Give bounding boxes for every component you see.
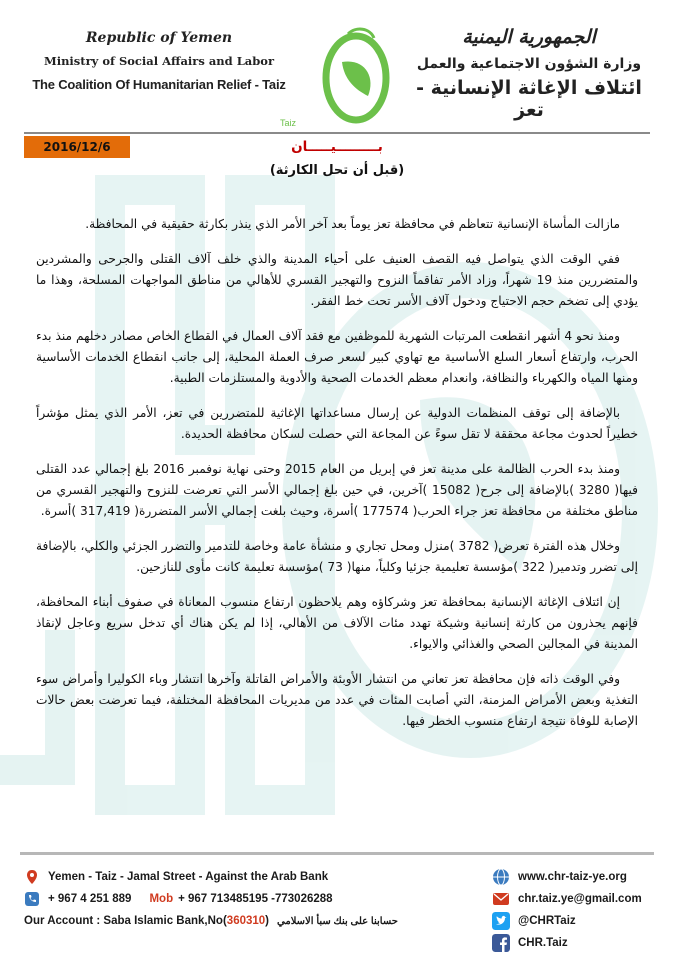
phone-row: [24, 888, 464, 910]
account-row: [24, 910, 464, 932]
coalition-ar: ائتلاف الإغاثة الإنسانية - تعز: [416, 77, 642, 121]
paragraph: ومنذ نحو 4 أشهر انقطعت المرتبات الشهرية للموظفين مع فقد آلاف العمال في القطاع الخاص مصادر دخلهم منذ بدء الحرب، وارتفاع أسعار السلع الأساسية مع تهاوي كبير لسعر صرف العملة المحلية، إلى جانب انقطاع الخدمات الأساسية ومنها المياه والكهرباء والنظافة، وانعدام معظم الخدمات الصحية والأدوية والمستلزمات الطبية.: [36, 329, 638, 385]
facebook-icon: [492, 934, 510, 952]
paragraph: ومنذ بدء الحرب الظالمة على مدينة تعز في إبريل من العام 2015 وحتى نهاية نوفمبر 2016 بلغ إجمالي عدد القتلى فيها( 3280 )بالإضافة إلى جرح( 15082 )آخرين، في حين بلغ إجمالي الأسر التي تعرضت للنزوح والتهجير القسري من مناطق مختلفة من محافظة تعز جراء الحرب( 177574 )أسرة، وحيث بلغت إجمالي الأسر المتضررة( 317,419 )أسرة.: [36, 462, 638, 518]
paragraph: مازالت المأساة الإنسانية تتعاظم في محافظة تعز يوماً بعد آخر الأمر الذي ينذر بكارثة حقيقية في المحافظة.: [85, 217, 620, 231]
mob-numbers[interactable]: + 967 713485195 -773026288: [178, 893, 333, 905]
paragraph: وخلال هذه الفترة تعرض( 3782 )منزل ومحل تجاري و منشأة عامة وخاصة للتدمير والتضرر الجزئي والكلي، بالإضافة إلى تضرر وتدمير( 322 )مؤسسة تعليمية جزئيا وكلياً، منها( 73 )مؤسسة تعليمة كانت مأوى للنازحين.: [36, 539, 638, 574]
account-arabic: حسابنا على بنك سبأ الاسلامي: [277, 915, 398, 927]
email-row: [492, 888, 662, 910]
phone-icon: [24, 891, 40, 907]
date-badge: 2016/12/6: [24, 136, 130, 158]
header-divider: [24, 132, 650, 134]
footer-online: [492, 866, 662, 954]
facebook-page[interactable]: CHR.Taiz: [518, 937, 568, 949]
footer-divider: [20, 852, 654, 855]
header-left-block: [24, 30, 294, 92]
mob-label: Mob: [149, 893, 174, 905]
logo-sub: Taiz: [280, 118, 297, 128]
paragraph: ففي الوقت الذي يتواصل فيه القصف العنيف على أحياء المدينة والذي خلف آلاف القتلى والجرحى والمشردين والمتضررين منذ 19 شهراً، وزاد الأمر تفاقماً النزوح والتهجير القسري للأهالي من مناطق المواجهات المسلحة، وهذا ما يؤدي إلى تضخم حجم الاحتياج ودخول آلاف الأسر تحت خط الفقر.: [36, 252, 638, 308]
paragraph: بالإضافة إلى توقف المنظمات الدولية عن إرسال مساعداتها الإغاثية للمتضررين في تعز، الأمر الذي يمثل مؤشراً خطيراً لحدوث مجاعة محققة لا تقل سوءً عن المجاعة التي حصلت لسكان محافظة الحديدة.: [36, 406, 638, 441]
twitter-row: [492, 910, 662, 932]
footer-contact: [24, 866, 464, 932]
statement-body: [36, 214, 638, 746]
mail-icon: [492, 890, 510, 908]
paragraph: وفي الوقت ذاته فإن محافظة تعز تعاني من انتشار الأوبئة والأمراض القاتلة وآخرها انتشار وباء الكوليرا وأمراض سوء التغذية وبعض الأمراض المزمنة، التي أصابت المئات في عدد من مديريات المحافظة المختلفة، فيما تعرضت بعض حالات الإصابة للوفاة نتيجة ارتفاع منسوب الخطر فيها.: [36, 672, 638, 728]
ministry-ar: وزارة الشؤون الاجتماعية والعمل: [416, 56, 642, 72]
republic-ar: الجمهورية اليمنية: [462, 26, 596, 48]
republic-en: Republic of Yemen: [85, 30, 233, 46]
location-pin-icon: [24, 869, 40, 885]
phone-number[interactable]: + 967 4 251 889: [48, 893, 132, 905]
facebook-row: [492, 932, 662, 954]
coalition-en: The Coalition Of Humanitarian Relief - Taiz: [32, 77, 286, 92]
twitter-handle[interactable]: @CHRTaiz: [518, 915, 576, 927]
address-row: [24, 866, 464, 888]
account-prefix: Our Account : Saba Islamic Bank,No(: [24, 915, 227, 927]
ministry-en: Ministry of Social Affairs and Labor: [43, 54, 275, 68]
address-text: Yemen - Taiz - Jamal Street - Against the Arab Bank: [48, 871, 329, 883]
twitter-icon: [492, 912, 510, 930]
account-suffix: ): [265, 915, 270, 927]
website-link[interactable]: www.chr-taiz-ye.org: [518, 871, 627, 883]
statement-title: بـــــــــيـــــان: [291, 139, 383, 155]
paragraph: إن ائتلاف الإغاثة الإنسانية بمحافظة تعز وشركاؤه وهم يلاحظون ارتفاع منسوب المعاناة في صفوف أبناء المحافظة، فإنهم يحذرون من كارثة إنسانية وشيكة تهدد مئات الآلاف من الأهالي، إذا لم يكن هناك أي تدخل سريع وعاجل لإنقاذ المدينة في المجالين الصحي والغذائي والايواء.: [36, 595, 638, 651]
account-number: 360310: [226, 915, 266, 927]
globe-icon: [492, 868, 510, 886]
chr-logo: [278, 20, 394, 130]
website-row: [492, 866, 662, 888]
statement-subtitle: (قبل أن تحل الكارثة): [269, 163, 405, 178]
email-link[interactable]: chr.taiz.ye@gmail.com: [518, 893, 642, 905]
header-right-block: [404, 26, 654, 121]
